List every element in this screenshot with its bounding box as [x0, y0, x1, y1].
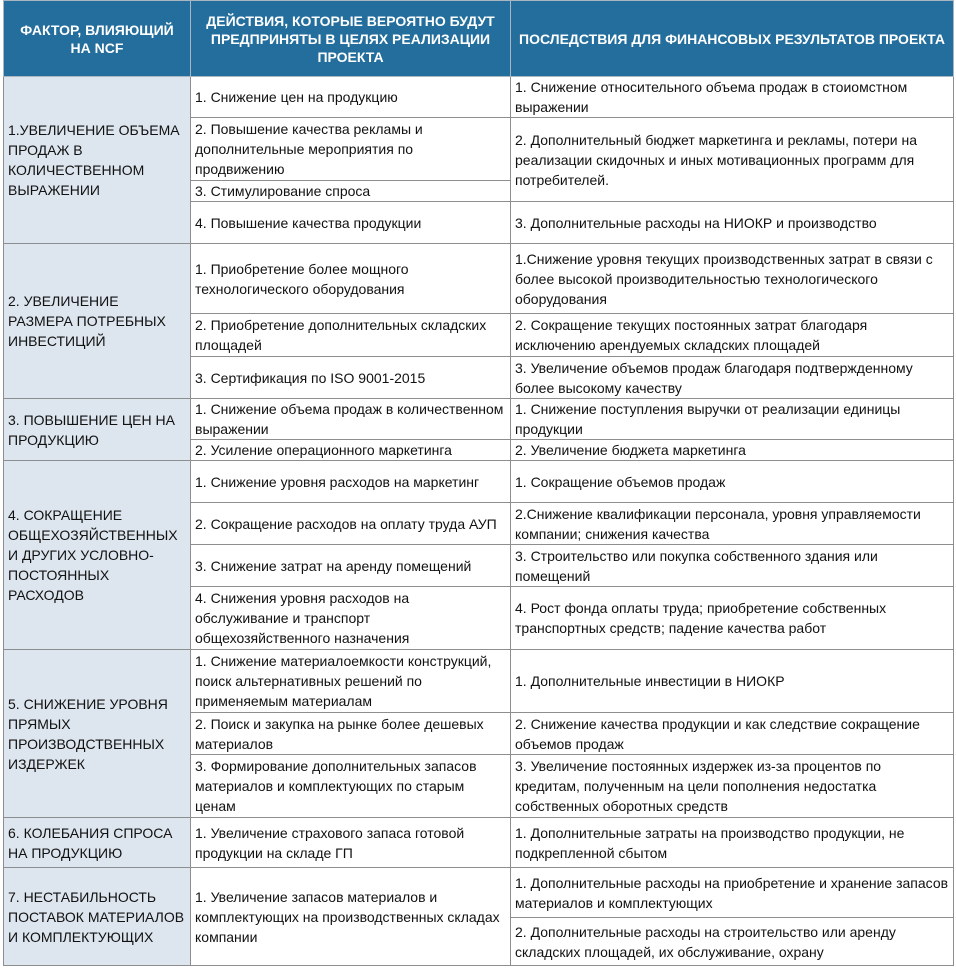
result-cell: 3. Строительство или покупка собственного здания или помещений	[511, 545, 954, 587]
result-cell: 1. Дополнительные расходы на приобретение и хранение запасов материалов и комплектующих	[511, 868, 954, 918]
factor-cell: 5. СНИЖЕНИЕ УРОВНЯ ПРЯМЫХ ПРОИЗВОДСТВЕННЫХ ИЗДЕРЖЕК	[4, 650, 191, 818]
result-cell: 3. Дополнительные расходы на НИОКР и производство	[511, 202, 954, 244]
result-cell: 2.Снижение квалификации персонала, уровня управляемости компании; снижения качества	[511, 503, 954, 545]
factor-cell: 3. ПОВЫШЕНИЕ ЦЕН НА ПРОДУКЦИЮ	[4, 399, 191, 461]
result-cell: 2. Дополнительные расходы на строительство или аренду складских площадей, их обслуживание, охрану	[511, 918, 954, 966]
table-row	[4, 650, 954, 713]
header-actions: ДЕЙСТВИЯ, КОТОРЫЕ ВЕРОЯТНО БУДУТ ПРЕДПРИНЯТЫ В ЦЕЛЯХ РЕАЛИЗАЦИИ ПРОЕКТА	[191, 1, 511, 77]
result-cell: 1. Дополнительные инвестиции в НИОКР	[511, 650, 954, 713]
factor-cell: 2. УВЕЛИЧЕНИЕ РАЗМЕРА ПОТРЕБНЫХ ИНВЕСТИЦИЙ	[4, 244, 191, 399]
table-row	[4, 818, 954, 868]
result-cell: 1. Снижение поступления выручки от реализации единицы продукции	[511, 399, 954, 440]
action-cell: 4. Повышение качества продукции	[191, 202, 511, 244]
header-row	[4, 1, 954, 77]
table-row	[4, 461, 954, 503]
result-cell: 2. Увеличение бюджета маркетинга	[511, 440, 954, 461]
action-cell: 1. Приобретение более мощного технологического оборудования	[191, 244, 511, 314]
action-cell: 2. Поиск и закупка на рынке более дешевых материалов	[191, 713, 511, 755]
action-cell: 1. Снижение уровня расходов на маркетинг	[191, 461, 511, 503]
action-cell: 4. Снижения уровня расходов на обслуживание и транспорт общехозяйственного назначения	[191, 587, 511, 650]
result-cell: 1.Снижение уровня текущих производственных затрат в связи с более высокой производительностью технологического оборудования	[511, 244, 954, 314]
factor-cell: 4. СОКРАЩЕНИЕ ОБЩЕХОЗЯЙСТВЕННЫХ И ДРУГИХ УСЛОВНО-ПОСТОЯННЫХ РАСХОДОВ	[4, 461, 191, 650]
action-cell: 1. Увеличение запасов материалов и комплектующих на производственных складах компании	[191, 868, 511, 966]
action-cell: 1. Снижение цен на продукцию	[191, 77, 511, 118]
result-cell: 3. Увеличение постоянных издержек из-за процентов по кредитам, полученным на цели пополнения недостатка собственных оборотных средств	[511, 755, 954, 818]
action-cell: 1. Увеличение страхового запаса готовой продукции на складе ГП	[191, 818, 511, 868]
action-cell: 1. Снижение материалоемкости конструкций, поиск альтернативных решений по применяемым материалам	[191, 650, 511, 713]
factor-cell: 7. НЕСТАБИЛЬНОСТЬ ПОСТАВОК МАТЕРИАЛОВ И КОМПЛЕКТУЮЩИХ	[4, 868, 191, 966]
action-cell: 2. Усиление операционного маркетинга	[191, 440, 511, 461]
action-cell: 3. Стимулирование спроса	[191, 181, 511, 202]
action-cell: 1. Снижение объема продаж в количественном выражении	[191, 399, 511, 440]
result-cell: 2. Дополнительный бюджет маркетинга и рекламы, потери на реализации скидочных и иных мотивационных программ для потребителей.	[511, 118, 954, 202]
result-cell: 4. Рост фонда оплаты труда; приобретение собственных транспортных средств; падение качества работ	[511, 587, 954, 650]
action-cell: 3. Формирование дополнительных запасов материалов и комплектующих по старым ценам	[191, 755, 511, 818]
action-cell: 2. Повышение качества рекламы и дополнительные мероприятия по продвижению	[191, 118, 511, 181]
table-row	[4, 244, 954, 314]
result-cell: 1. Снижение относительного объема продаж в стоиомстном выражении	[511, 77, 954, 118]
table-row	[4, 399, 954, 440]
action-cell: 3. Сертификация по ISO 9001-2015	[191, 357, 511, 399]
header-results: ПОСЛЕДСТВИЯ ДЛЯ ФИНАНСОВЫХ РЕЗУЛЬТАТОВ ПРОЕКТА	[511, 1, 954, 77]
table-row	[4, 868, 954, 918]
result-cell: 1. Сокращение объемов продаж	[511, 461, 954, 503]
factor-cell: 6. КОЛЕБАНИЯ СПРОСА НА ПРОДУКЦИЮ	[4, 818, 191, 868]
header-factor: ФАКТОР, ВЛИЯЮЩИЙ НА NCF	[4, 1, 191, 77]
table-row	[4, 77, 954, 118]
result-cell: 2. Снижение качества продукции и как следствие сокращение объемов продаж	[511, 713, 954, 755]
action-cell: 2. Приобретение дополнительных складских площадей	[191, 314, 511, 357]
action-cell: 2. Сокращение расходов на оплату труда АУП	[191, 503, 511, 545]
result-cell: 1. Дополнительные затраты на производство продукции, не подкрепленной сбытом	[511, 818, 954, 868]
factor-cell: 1.УВЕЛИЧЕНИЕ ОБЪЕМА ПРОДАЖ В КОЛИЧЕСТВЕННОМ ВЫРАЖЕНИИ	[4, 77, 191, 244]
result-cell: 3. Увеличение объемов продаж благодаря подтвержденному более высокому качеству	[511, 357, 954, 399]
result-cell: 2. Сокращение текущих постоянных затрат благодаря исключению арендуемых складских площадей	[511, 314, 954, 357]
action-cell: 3. Снижение затрат на аренду помещений	[191, 545, 511, 587]
ncf-factors-table	[3, 0, 954, 966]
